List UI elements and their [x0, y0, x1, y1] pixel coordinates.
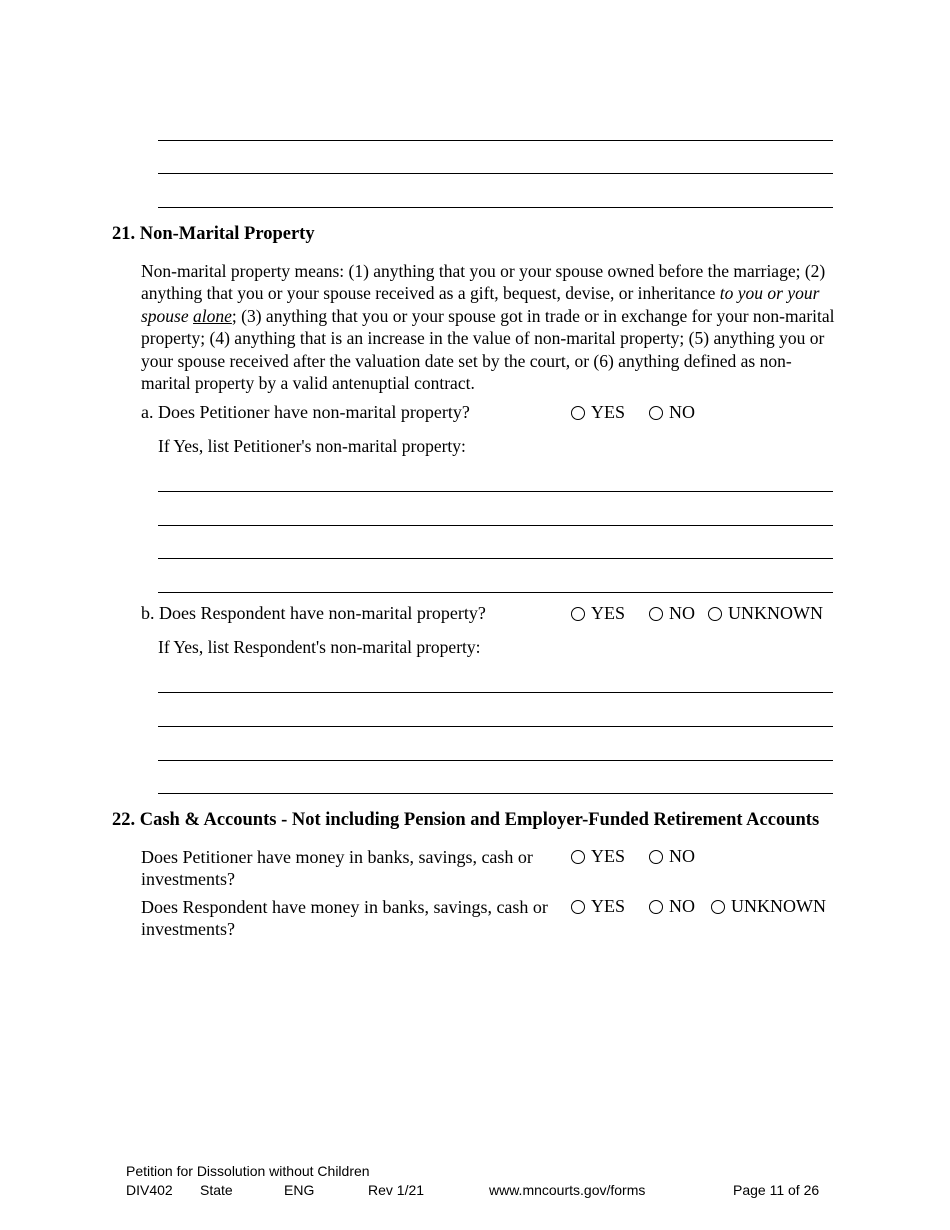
footer-page-number: Page 11 of 26 [733, 1182, 820, 1198]
radio-icon[interactable] [649, 900, 663, 914]
respondent-cash-unknown-option[interactable] [711, 896, 826, 917]
footer-website: www.mncourts.gov/forms [489, 1182, 646, 1198]
answer-line[interactable] [158, 207, 833, 208]
option-label: YES [591, 603, 626, 623]
radio-icon[interactable] [571, 850, 585, 864]
respondent-nonmarital-unknown-option[interactable] [708, 603, 823, 624]
answer-line[interactable] [158, 793, 833, 794]
footer-revision: Rev 1/21 [368, 1182, 425, 1198]
definition-alone-text: alone [193, 305, 232, 326]
footer-state: State [200, 1182, 233, 1198]
answer-line[interactable] [158, 491, 833, 492]
petitioner-cash-yes-option[interactable] [571, 846, 625, 867]
footer-form-code: DIV402 [126, 1182, 173, 1198]
answer-line[interactable] [158, 140, 833, 141]
option-label: UNKNOWN [731, 896, 826, 916]
petitioner-cash-no-option[interactable] [649, 846, 695, 867]
respondent-list-prompt: If Yes, list Respondent's non-marital property: [158, 637, 481, 657]
option-label: YES [591, 896, 626, 916]
respondent-nonmarital-no-option[interactable] [649, 603, 695, 624]
radio-icon[interactable] [571, 607, 585, 621]
petitioner-nonmarital-yes-option[interactable] [571, 402, 625, 423]
answer-line[interactable] [158, 692, 833, 693]
respondent-cash-no-option[interactable] [649, 896, 695, 917]
radio-icon[interactable] [711, 900, 725, 914]
option-label: YES [591, 846, 626, 866]
definition-text-1: Non-marital property means: (1) anything that you or your spouse owned before the marriage; (2) anything that you or your spouse received as a gift, bequest, devise, or inheritance [141, 261, 826, 304]
option-label: NO [669, 846, 695, 866]
petitioner-nonmarital-question: a. Does Petitioner have non-marital property? [141, 402, 470, 422]
answer-line[interactable] [158, 173, 833, 174]
petitioner-nonmarital-no-option[interactable] [649, 402, 695, 423]
respondent-nonmarital-yes-option[interactable] [571, 603, 625, 624]
non-marital-definition [141, 260, 841, 394]
radio-icon[interactable] [708, 607, 722, 621]
footer-title: Petition for Dissolution without Children [126, 1163, 370, 1179]
answer-line[interactable] [158, 760, 833, 761]
footer-language: ENG [284, 1182, 315, 1198]
radio-icon[interactable] [649, 607, 663, 621]
option-label: UNKNOWN [728, 603, 823, 623]
option-label: NO [669, 896, 695, 916]
section-22-heading: 22. Cash & Accounts - Not including Pension and Employer-Funded Retirement Accounts [112, 810, 820, 830]
definition-text-2: ; (3) anything that you or your spouse got in trade or in exchange for your non-marital property; (4) anything that is an increase in the value of non-marital property; (5) anything you or your spouse received after the valuation date set by the court, or (6) anything defined as non-marital property by a valid antenuptial contract. [141, 305, 835, 394]
section-21-heading: 21. Non-Marital Property [112, 224, 315, 244]
petitioner-list-prompt: If Yes, list Petitioner's non-marital property: [158, 436, 466, 456]
radio-icon[interactable] [649, 406, 663, 420]
answer-line[interactable] [158, 525, 833, 526]
definition-italic-text: to you or your spouse [141, 283, 820, 326]
respondent-nonmarital-question: b. Does Respondent have non-marital property? [141, 603, 486, 623]
answer-line[interactable] [158, 592, 833, 593]
answer-line[interactable] [158, 558, 833, 559]
option-label: NO [669, 402, 695, 422]
answer-line[interactable] [158, 726, 833, 727]
radio-icon[interactable] [571, 900, 585, 914]
petitioner-cash-question: Does Petitioner have money in banks, savings, cash or investments? [141, 847, 533, 889]
radio-icon[interactable] [571, 406, 585, 420]
radio-icon[interactable] [649, 850, 663, 864]
option-label: NO [669, 603, 695, 623]
respondent-cash-question: Does Respondent have money in banks, savings, cash or investments? [141, 897, 548, 939]
option-label: YES [591, 402, 626, 422]
respondent-cash-yes-option[interactable] [571, 896, 625, 917]
